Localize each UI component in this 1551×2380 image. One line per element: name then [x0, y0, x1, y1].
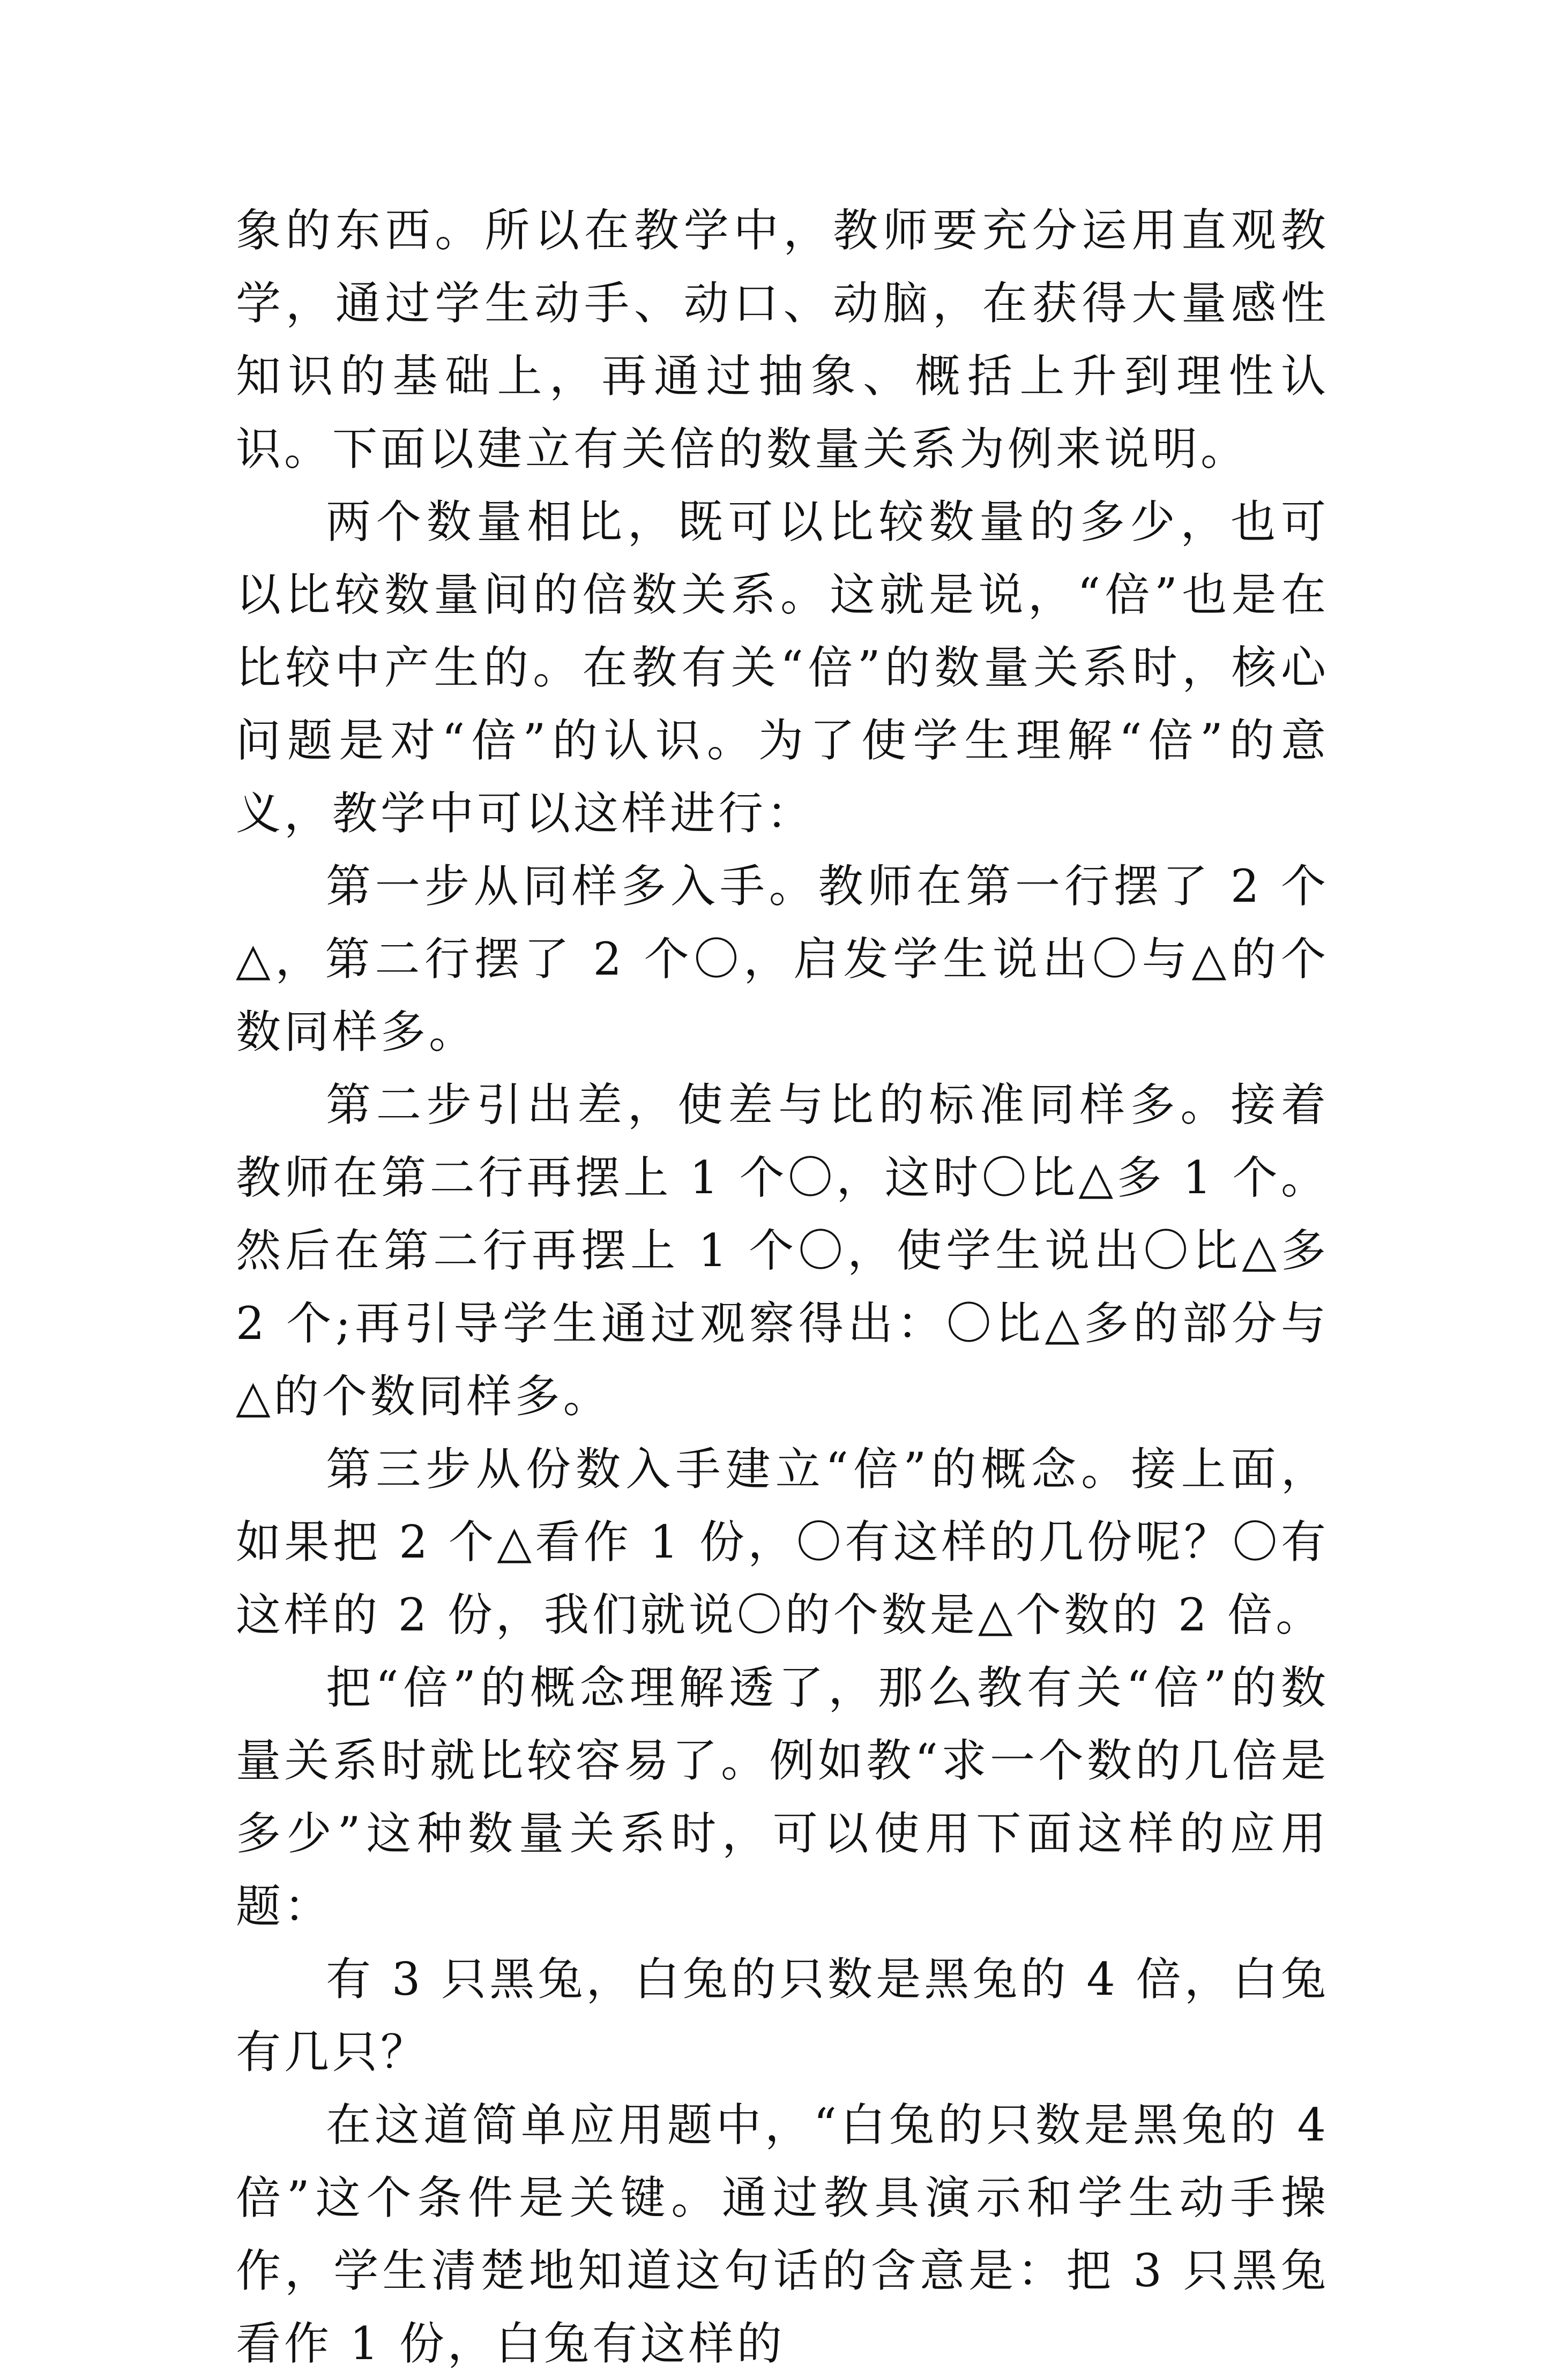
paragraph-8: 在这道简单应用题中，“白兔的只数是黑兔的 4 倍”这个条件是关键。通过教具演示和学生动手操作，学生清楚地知道这句话的含意是：把 3 只黑兔看作 1 份，白兔有这样的 [236, 2099, 1329, 2370]
paragraph-4: 第二步引出差，使差与比的标准同样多。接着教师在第二行再摆上 1 个〇，这时〇比△多 1 个。然后在第二行再摆上 1 个〇，使学生说出〇比△多 2 个;再引导学生通过观察得出：〇比△多的部分与△的个数同样多。 [236, 1079, 1329, 1423]
paragraph-2: 两个数量相比，既可以比较数量的多少，也可以比较数量间的倍数关系。这就是说，“倍”也是在比较中产生的。在教有关“倍”的数量关系时，核心问题是对“倍”的认识。为了使学生理解“倍”的意义，教学中可以这样进行： [236, 496, 1329, 840]
paragraph-7: 有 3 只黑兔，白兔的只数是黑兔的 4 倍，白兔有几只？ [236, 1953, 1329, 2078]
document-body [236, 194, 1329, 2380]
paragraph-1: 象的东西。所以在教学中，教师要充分运用直观教学，通过学生动手、动口、动脑，在获得大量感性知识的基础上，再通过抽象、概括上升到理性认识。下面以建立有关倍的数量关系为例来说明。 [236, 204, 1329, 475]
paragraph-5: 第三步从份数入手建立“倍”的概念。接上面，如果把 2 个△看作 1 份，〇有这样的几份呢？〇有这样的 2 份，我们就说〇的个数是△个数的 2 倍。 [236, 1443, 1329, 1641]
paragraph-3: 第一步从同样多入手。教师在第一行摆了 2 个△，第二行摆了 2 个〇，启发学生说出〇与△的个数同样多。 [236, 860, 1330, 1058]
paragraph-6: 把“倍”的概念理解透了，那么教有关“倍”的数量关系时就比较容易了。例如教“求一个数的几倍是多少”这种数量关系时，可以使用下面这样的应用题： [236, 1661, 1329, 1933]
